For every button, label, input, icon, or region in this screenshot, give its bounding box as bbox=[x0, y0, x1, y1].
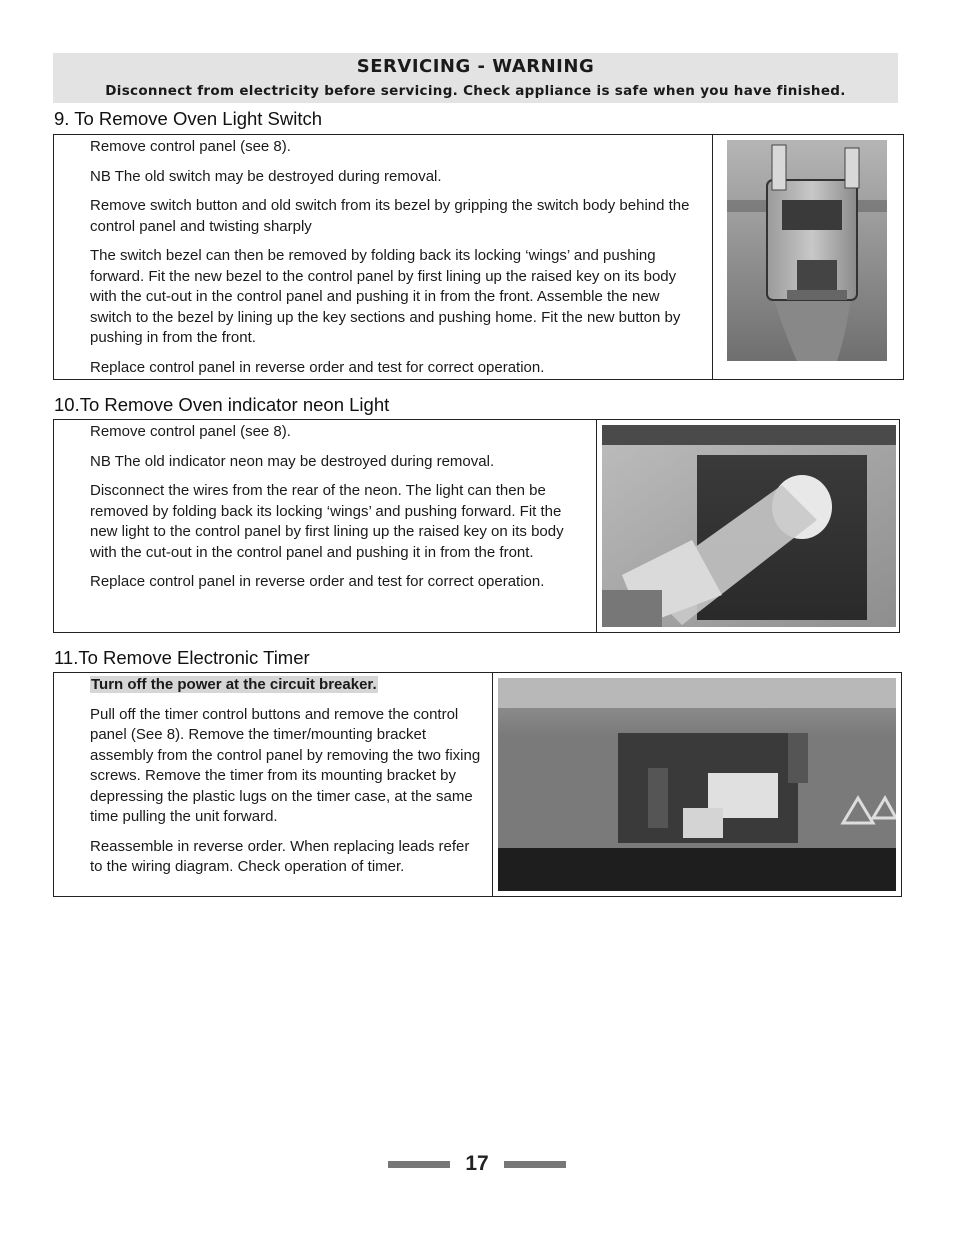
section-text-oven-indicator-neon bbox=[54, 420, 597, 632]
oven-light-switch-photo bbox=[727, 140, 887, 361]
section-text-electronic-timer bbox=[54, 673, 493, 896]
section-title-electronic-timer: 11.To Remove Electronic Timer bbox=[54, 647, 310, 668]
footer-bar-left bbox=[388, 1161, 450, 1168]
section-title-oven-light-switch: 9. To Remove Oven Light Switch bbox=[54, 108, 323, 129]
paragraph: Remove control panel (see 8). bbox=[90, 423, 291, 440]
paragraph: Pull off the timer control buttons and remove the control panel (See 8). Remove the timer/mounting bracket assembly from the control panel by removing the two fixing screws. Remove the timer from its mounting bracket by depressing the plastic lugs on the timer case, at the same time pulling the unit forward. bbox=[90, 705, 481, 825]
paragraph: NB The old indicator neon may be destroyed during removal. bbox=[90, 452, 495, 470]
paragraph: Remove control panel (see 8). bbox=[90, 138, 291, 155]
paragraph-warning bbox=[90, 675, 484, 696]
paragraph: NB The old switch may be destroyed during removal. bbox=[90, 167, 442, 185]
footer-bar-right bbox=[504, 1161, 566, 1168]
section-box-oven-light-switch bbox=[53, 134, 904, 380]
paragraph: Disconnect the wires from the rear of the neon. The light can then be removed by folding back its locking ‘wings’ and pushing forward. Fit the new light to the control panel by first lining up the raised key on its body with the cut-out in the control panel and pushing it in from the front. bbox=[90, 482, 564, 561]
section-title-oven-indicator-neon: 10.To Remove Oven indicator neon Light bbox=[54, 394, 390, 415]
power-off-highlight: Turn off the power at the circuit breaker. bbox=[91, 676, 377, 693]
indicator-neon-photo bbox=[602, 425, 896, 627]
warning-title: SERVICING - WARNING bbox=[356, 56, 595, 77]
servicing-warning-banner bbox=[53, 53, 898, 103]
paragraph: The switch bezel can then be removed by folding back its locking ‘wings’ and pushing forward. Fit the new bezel to the control panel by first lining up the raised key on its body with the cut-out in the control panel and pushing it in from the front. Assemble the new switch to the bezel by lining up the key sections and pushing home. Fit the new button by pushing in from the front. bbox=[90, 247, 681, 346]
section-box-electronic-timer bbox=[53, 672, 902, 897]
section-text-oven-light-switch bbox=[54, 135, 713, 379]
page-number: 17 bbox=[465, 1152, 489, 1175]
paragraph: Replace control panel in reverse order and test for correct operation. bbox=[90, 573, 545, 590]
warning-subtitle: Disconnect from electricity before servicing. Check appliance is safe when you have finished. bbox=[105, 83, 846, 99]
page-footer bbox=[0, 1151, 954, 1179]
paragraph: Reassemble in reverse order. When replacing leads refer to the wiring diagram. Check operation of timer. bbox=[90, 837, 470, 875]
electronic-timer-photo bbox=[498, 678, 896, 891]
section-box-oven-indicator-neon bbox=[53, 419, 900, 633]
paragraph: Replace control panel in reverse order and test for correct operation. bbox=[90, 358, 545, 376]
paragraph: Remove switch button and old switch from its bezel by gripping the switch body behind the control panel and twisting sharply bbox=[90, 197, 690, 235]
